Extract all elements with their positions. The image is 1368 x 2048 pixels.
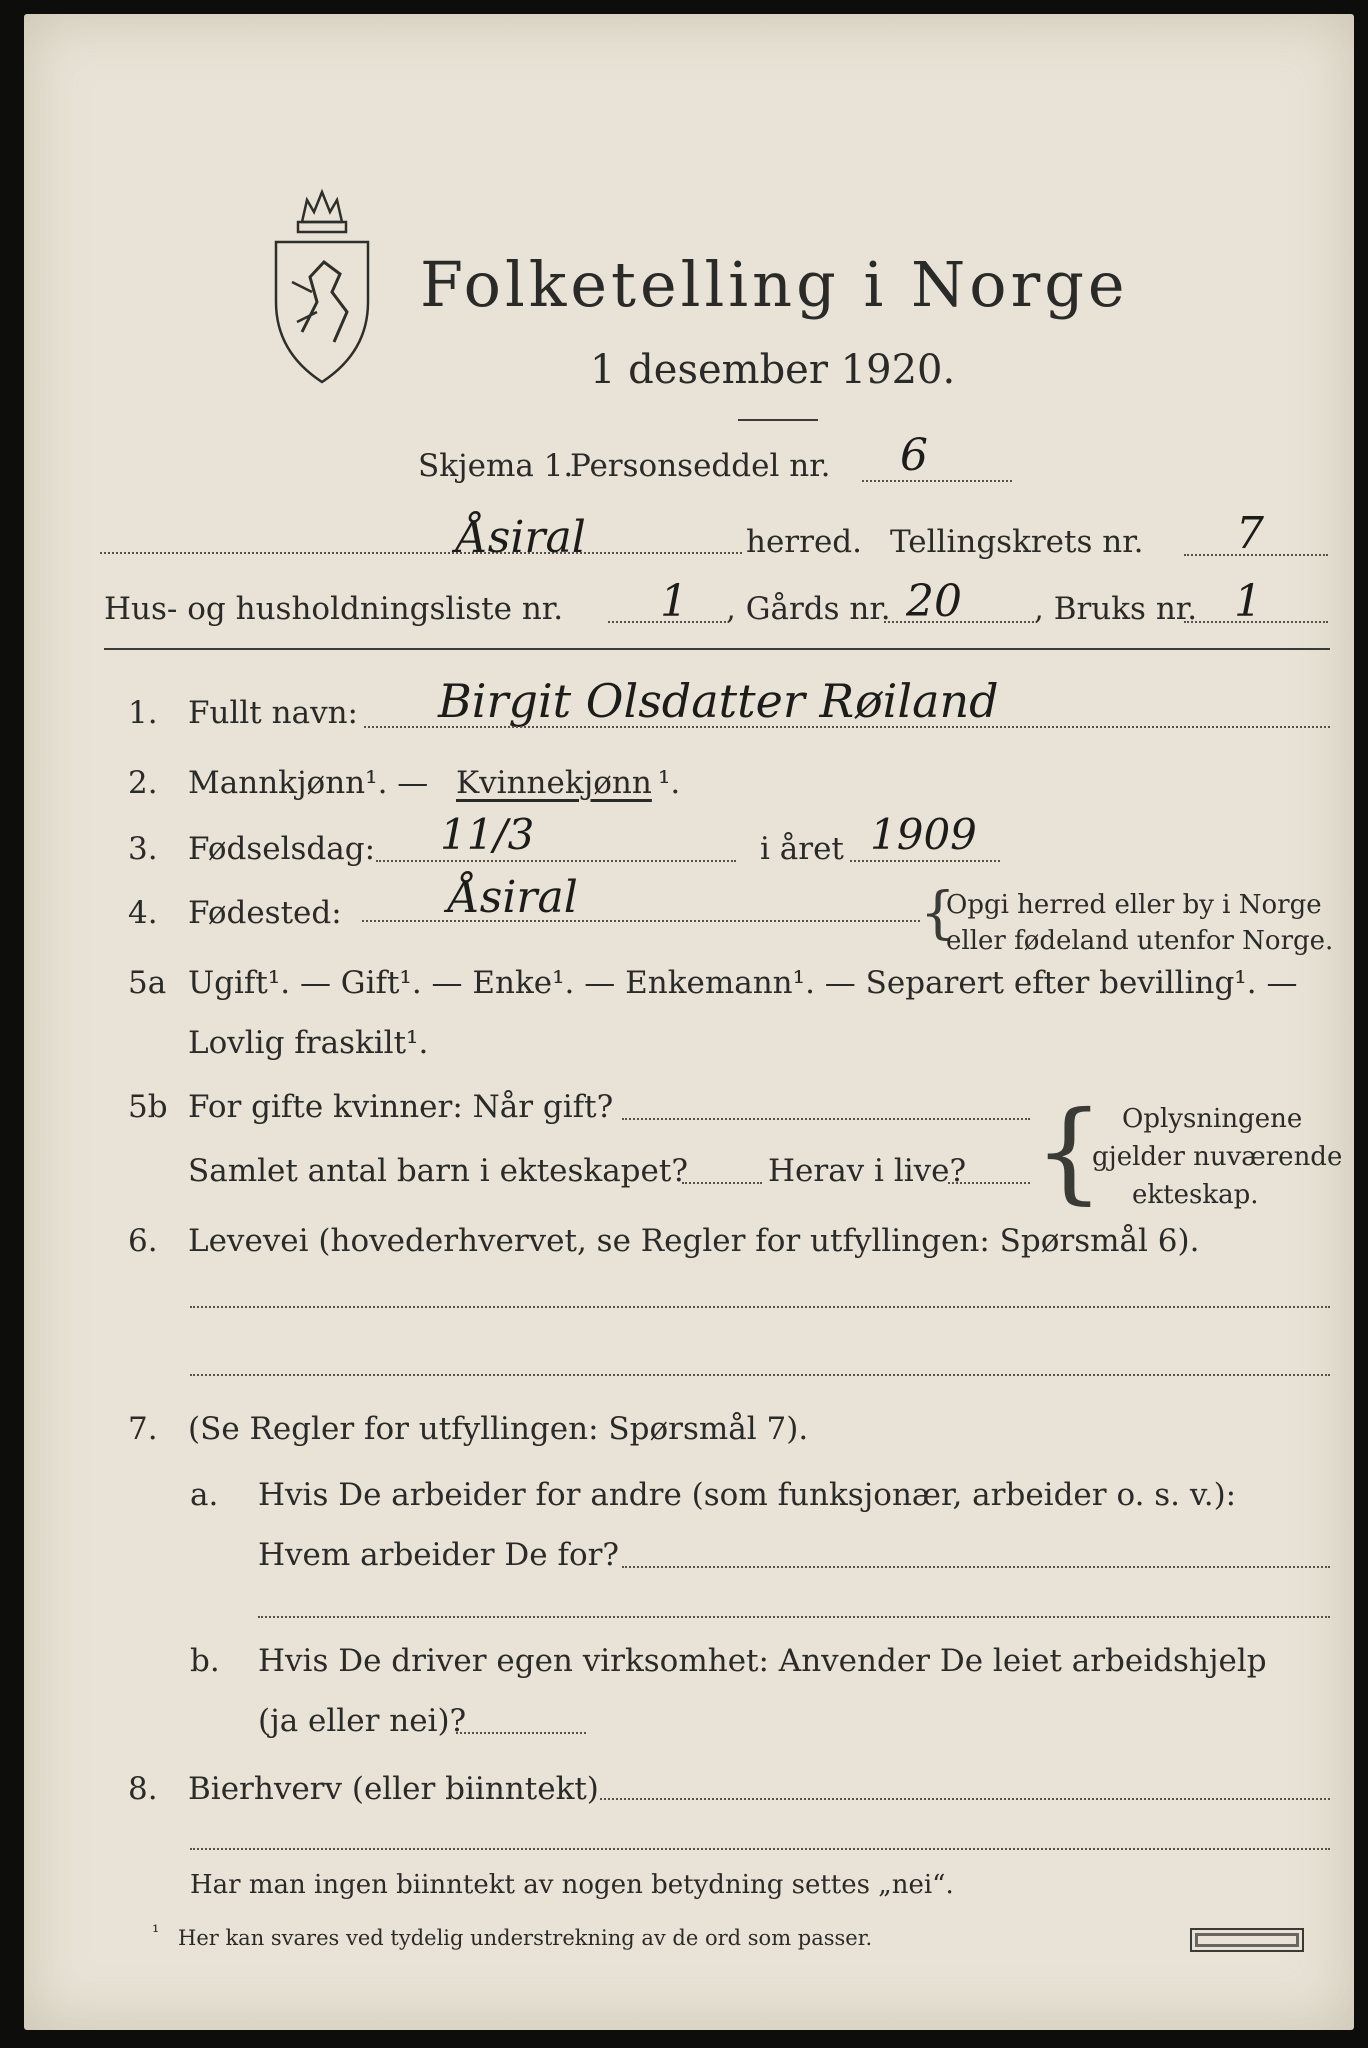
husliste-value: 1 [660, 576, 688, 627]
q5b-note-brace: { [1034, 1087, 1104, 1215]
q3-number: 3. [128, 831, 158, 867]
q8-number: 8. [128, 1771, 158, 1807]
gards-label: , Gårds nr. [726, 591, 891, 627]
q4-number: 4. [128, 895, 158, 931]
q7b-letter: b. [190, 1643, 220, 1679]
q1-line [364, 726, 1330, 728]
census-date: 1 desember 1920. [590, 347, 956, 393]
q8-label: Bierhverv (eller biinntekt) [188, 1771, 599, 1807]
q3-year-line [850, 860, 1000, 862]
herred-line [100, 552, 742, 554]
q4-value: Åsiral [448, 872, 578, 923]
q7b-line1: Hvis De driver egen virksomhet: Anvender De leiet arbeidshjelp [258, 1643, 1267, 1679]
q7b-line [456, 1732, 586, 1734]
header-rule [104, 648, 1330, 650]
personseddel-line [862, 480, 1012, 482]
printer-stamp [1190, 1928, 1304, 1952]
tellingskrets-line [1184, 554, 1328, 556]
q1-value: Birgit Olsdatter Røiland [438, 674, 999, 728]
q5a-number: 5a [128, 965, 167, 1001]
q7-number: 7. [128, 1411, 158, 1447]
q2-mann: Mannkjønn¹. — [188, 765, 429, 801]
q5a-line2: Lovlig fraskilt¹. [188, 1025, 429, 1061]
q3-line [376, 860, 736, 862]
q6-line2 [190, 1374, 1330, 1376]
q5a-line1: Ugift¹. — Gift¹. — Enke¹. — Enkemann¹. — Separert efter bevilling¹. — [188, 965, 1298, 1001]
q1-number: 1. [128, 695, 158, 731]
husliste-label: Hus- og husholdningsliste nr. [104, 591, 564, 627]
q4-line [362, 920, 920, 922]
q2-number: 2. [128, 765, 158, 801]
q5b-married-line [622, 1118, 1030, 1120]
bruks-value: 1 [1234, 576, 1262, 627]
tellingskrets-value: 7 [1236, 508, 1264, 559]
q5b-note-line3: ekteskap. [1132, 1180, 1259, 1210]
q7a-line2: Hvem arbeider De for? [258, 1537, 620, 1573]
q5b-line2a: Samlet antal barn i ekteskapet? [188, 1153, 688, 1189]
q4-note-brace: { [920, 881, 956, 946]
q7a-line [622, 1566, 1330, 1568]
footnote-mark: ¹ [152, 1922, 160, 1943]
q5b-note-line2: gjelder nuværende [1092, 1142, 1343, 1172]
q3-value: 11/3 [440, 810, 535, 859]
q6-line1 [190, 1306, 1330, 1308]
bruks-label: , Bruks nr. [1034, 591, 1198, 627]
personseddel-value: 6 [900, 430, 928, 481]
q7-label: (Se Regler for utfyllingen: Spørsmål 7). [188, 1411, 809, 1447]
q3-year-value: 1909 [870, 810, 977, 859]
footnote-text: Her kan svares ved tydelig understrekning av de ord som passer. [178, 1926, 873, 1950]
q2-kvinne: Kvinnekjønn [456, 765, 652, 801]
q5b-line2b: Herav i live? [768, 1153, 967, 1189]
schema-label: Skjema 1. [418, 448, 574, 484]
q3-label: Fødselsdag: [188, 831, 376, 867]
q7a-letter: a. [190, 1477, 219, 1513]
q4-label: Fødested: [188, 895, 342, 931]
herred-label: herred. [746, 524, 862, 560]
q8-note: Har man ingen biinntekt av nogen betydning settes „nei“. [190, 1870, 954, 1900]
q5b-children-line [682, 1182, 762, 1184]
husliste-line [608, 621, 726, 623]
personseddel-label: Personseddel nr. [570, 448, 831, 484]
q5b-note-line1: Oplysningene [1122, 1104, 1303, 1134]
q3-year-label: i året [760, 831, 844, 867]
q6-label: Levevei (hovederhvervet, se Regler for utfyllingen: Spørsmål 6). [188, 1223, 1200, 1259]
q8-line2 [190, 1848, 1330, 1850]
herred-value: Åsiral [456, 512, 586, 563]
q6-number: 6. [128, 1223, 158, 1259]
census-form-sheet [24, 14, 1354, 2030]
title-rule [738, 419, 818, 421]
q7a-line1: Hvis De arbeider for andre (som funksjonær, arbeider o. s. v.): [258, 1477, 1237, 1513]
bruks-line [1184, 621, 1328, 623]
q8-line1 [600, 1798, 1330, 1800]
q7a-line-extra [258, 1616, 1330, 1618]
tellingskrets-label: Tellingskrets nr. [890, 524, 1144, 560]
q5b-line1: For gifte kvinner: Når gift? [188, 1089, 614, 1125]
q4-note-line1: Opgi herred eller by i Norge [946, 890, 1322, 920]
norwegian-coat-of-arms-icon [262, 182, 382, 392]
q7b-line2: (ja eller nei)? [258, 1703, 467, 1739]
q5b-number: 5b [128, 1089, 168, 1125]
q2-suffix: ¹. [658, 765, 681, 801]
q4-note-line2: eller fødeland utenfor Norge. [946, 926, 1334, 956]
q5b-alive-line [948, 1182, 1030, 1184]
gards-value: 20 [906, 576, 962, 627]
q1-label: Fullt navn: [188, 695, 358, 731]
form-title: Folketelling i Norge [420, 248, 1129, 321]
gards-line [884, 621, 1034, 623]
